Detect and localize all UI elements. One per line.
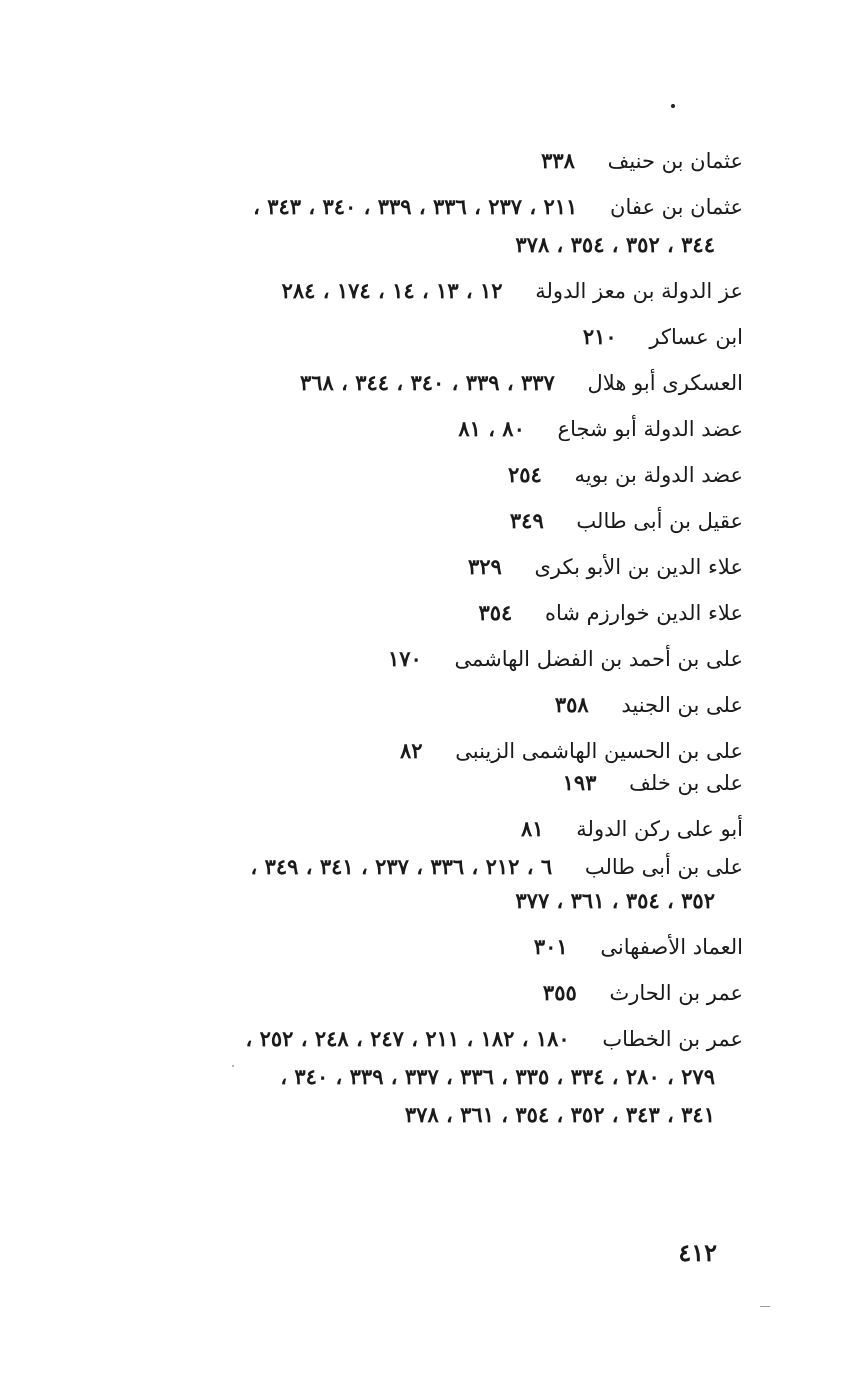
index-entry bbox=[103, 692, 743, 718]
index-entry bbox=[103, 600, 743, 626]
entry-pages: ٦ ، ٢١٢ ، ٣٣٦ ، ٢٣٧ ، ٣٤١ ، ٣٤٩ ، bbox=[250, 854, 553, 879]
entry-pages: ٣٥٤ bbox=[478, 600, 513, 625]
scan-speck bbox=[760, 1306, 770, 1307]
entry-name: على بن أبى طالب bbox=[584, 855, 743, 879]
entry-name: عثمان بن حنيف bbox=[607, 149, 743, 173]
entry-name: عثمان بن عفان bbox=[610, 195, 743, 219]
entry-pages: ٨١ bbox=[521, 816, 544, 841]
index-entry bbox=[103, 508, 743, 534]
index-entry bbox=[103, 980, 743, 1006]
entry-name: عمر بن الحارث bbox=[609, 981, 743, 1005]
entry-pages: ٣٣٧ ، ٣٣٩ ، ٣٤٠ ، ٣٤٤ ، ٣٦٨ bbox=[300, 370, 555, 395]
entry-name: العسكرى أبو هلال bbox=[587, 371, 743, 395]
entry-name: عضد الدولة أبو شجاع bbox=[557, 417, 743, 441]
entry-pages: ٣٣٨ bbox=[541, 148, 575, 173]
page-number: ٤١٢ bbox=[678, 1238, 717, 1267]
entry-pages: ١٢ ، ١٣ ، ١٤ ، ١٧٤ ، ٢٨٤ bbox=[281, 278, 503, 303]
entry-pages: ١٨٠ ، ١٨٢ ، ٢١١ ، ٢٤٧ ، ٢٤٨ ، ٢٥٢ ، bbox=[245, 1026, 570, 1051]
entry-pages: ١٩٣ bbox=[562, 770, 597, 795]
index-entry bbox=[103, 646, 743, 672]
entry-name: عز الدولة بن معز الدولة bbox=[535, 279, 743, 303]
entry-pages: ٢١١ ، ٢٣٧ ، ٣٣٦ ، ٣٣٩ ، ٣٤٠ ، ٣٤٣ ، bbox=[253, 194, 578, 219]
entry-name: ابن عساكر bbox=[649, 325, 743, 349]
entry-pages: ٣٠١ bbox=[533, 934, 568, 959]
entry-name: عضد الدولة بن بويه bbox=[574, 463, 743, 487]
entry-pages: ٨٠ ، ٨١ bbox=[458, 416, 525, 441]
entry-name: على بن الجنيد bbox=[621, 693, 743, 717]
index-entry bbox=[103, 770, 743, 796]
entry-name: العماد الأصفهانى bbox=[600, 935, 743, 959]
index-entry bbox=[103, 1026, 743, 1128]
index-entry bbox=[103, 816, 743, 842]
index-entry bbox=[103, 194, 743, 258]
entry-pages: ٣٤٩ bbox=[509, 508, 544, 533]
entry-name: عقيل بن أبى طالب bbox=[576, 509, 743, 533]
index-entry bbox=[103, 148, 743, 174]
index-entry bbox=[103, 854, 743, 914]
index-entry bbox=[103, 278, 743, 304]
entry-pages: ٢٥٤ bbox=[507, 462, 542, 487]
entry-name: على بن أحمد بن الفضل الهاشمى bbox=[454, 647, 743, 671]
entry-name: علاء الدين بن الأبو بكرى bbox=[534, 555, 743, 579]
entry-pages: ٢١٠ bbox=[582, 324, 617, 349]
entry-pages: ٣٢٩ bbox=[467, 554, 502, 579]
entry-pages-continued: ٣٤١ ، ٣٤٣ ، ٣٥٢ ، ٣٥٤ ، ٣٦١ ، ٣٧٨ bbox=[404, 1102, 715, 1127]
index-entry bbox=[103, 934, 743, 960]
index-list bbox=[103, 148, 743, 1148]
entry-name: علاء الدين خوارزم شاه bbox=[545, 601, 743, 625]
entry-name: أبو على ركن الدولة bbox=[576, 817, 743, 841]
index-entry bbox=[103, 462, 743, 488]
entry-name: على بن خلف bbox=[629, 771, 743, 795]
entry-pages-continued: ٢٧٩ ، ٢٨٠ ، ٣٣٤ ، ٣٣٥ ، ٣٣٦ ، ٣٣٧ ، ٣٣٩ ، ٣٤٠ ، bbox=[280, 1064, 715, 1089]
index-entry bbox=[103, 738, 743, 764]
entry-pages: ٣٥٥ bbox=[542, 980, 577, 1005]
entry-pages: ٨٢ bbox=[399, 738, 423, 763]
entry-pages-continued: ٣٤٤ ، ٣٥٢ ، ٣٥٤ ، ٣٧٨ bbox=[515, 232, 715, 257]
entry-pages: ٣٥٨ bbox=[554, 692, 589, 717]
entry-pages-continued: ٣٥٢ ، ٣٥٤ ، ٣٦١ ، ٣٧٧ bbox=[515, 888, 715, 913]
entry-name: عمر بن الخطاب bbox=[602, 1027, 743, 1051]
entry-pages: ١٧٠ bbox=[387, 646, 422, 671]
entry-name: على بن الحسين الهاشمى الزينبى bbox=[455, 739, 743, 763]
scan-speck bbox=[671, 104, 675, 108]
index-entry bbox=[103, 324, 743, 350]
index-entry bbox=[103, 416, 743, 442]
index-entry bbox=[103, 370, 743, 396]
index-entry bbox=[103, 554, 743, 580]
